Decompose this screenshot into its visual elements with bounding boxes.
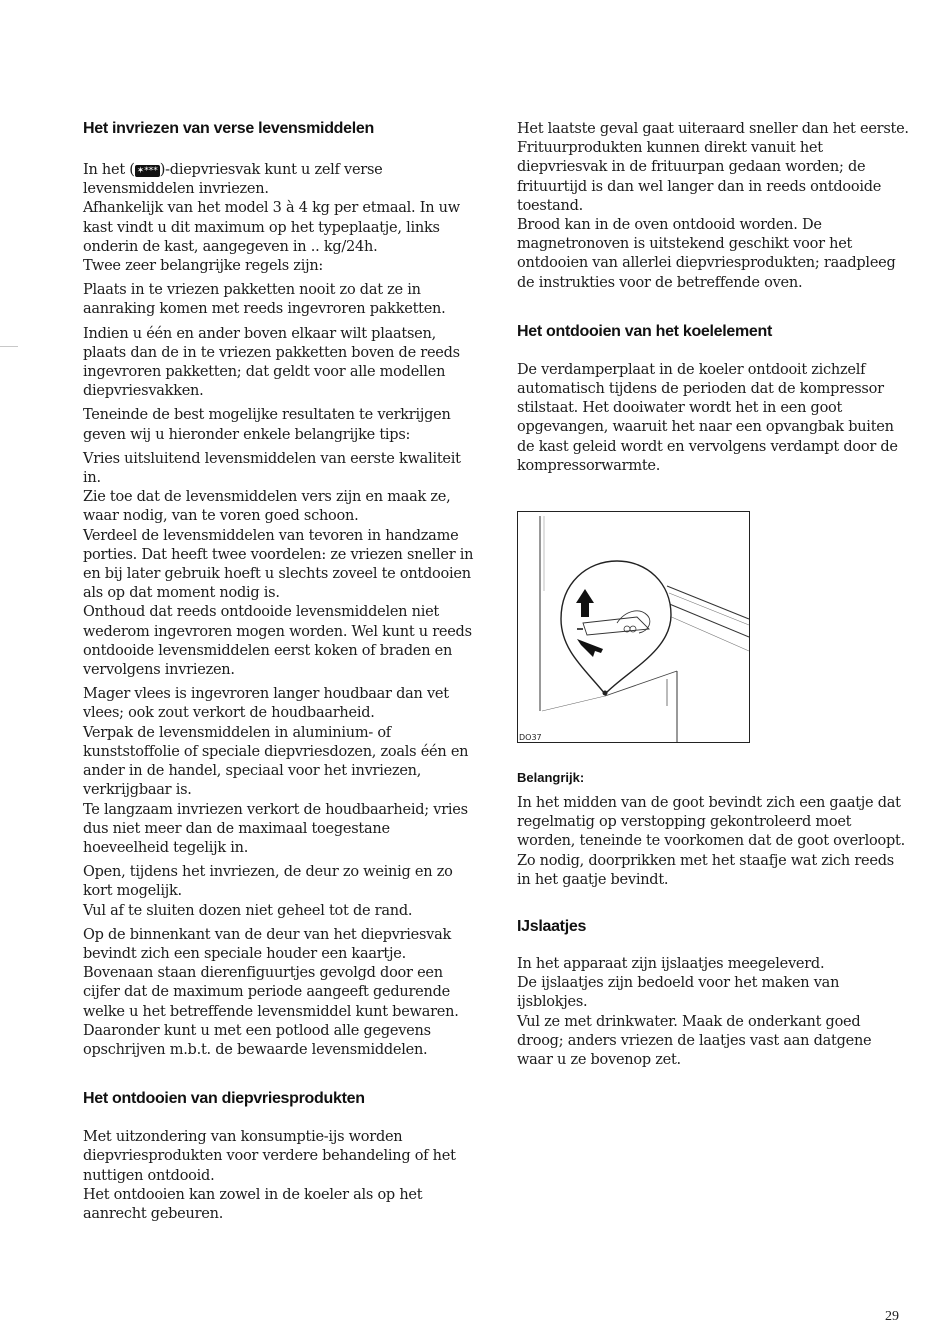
heading-thawing: Het ontdooien van diepvriesprodukten bbox=[83, 1090, 365, 1108]
drain-diagram-illustration bbox=[517, 511, 750, 743]
heading-cooling-defrost: Het ontdooien van het koelelement bbox=[517, 322, 773, 340]
paragraph-rule-1: Plaats in te vriezen pakketten nooit zo dat ze in aanraking komen met reeds ingevroren pakketten. bbox=[83, 282, 446, 318]
paragraph-tip-4: Onthoud dat reeds ontdooide levensmiddelen niet wederom ingevroren mogen worden. Wel kunt u reeds ontdooide levensmiddelen eerst koken of braden en vervolgens invriezen. bbox=[83, 604, 472, 679]
paragraph-card-holder: Op de binnenkant van de deur van het diepvriesvak bevindt zich een speciale houder een kaartje. Bovenaan staan dierenfiguurtjes gevolgd door een cijfer dat de maximum periode aangeeft gedurende welke u het betreffende levensmiddel kunt bewaren. Daaronder kunt u met een potlood alle gegevens opschrijven m.b.t. de bewaarde levensmiddelen. bbox=[83, 926, 459, 1058]
defrost-drain-diagram bbox=[517, 511, 750, 743]
paragraph-intro bbox=[83, 161, 475, 199]
heading-important: Belangrijk: bbox=[517, 770, 585, 785]
paragraph-fill: Vul af te sluiten dozen niet geheel tot de rand. bbox=[83, 902, 413, 919]
margin-mark bbox=[0, 346, 18, 347]
paragraph-door: Open, tijdens het invriezen, de deur zo weinig en zo kort mogelijk. bbox=[83, 864, 453, 900]
paragraph-tips-intro: Teneinde de best mogelijke resultaten te verkrijgen geven wij u hieronder enkele belangrijke tips: bbox=[83, 407, 451, 443]
paragraph-packaging: Verpak de levensmiddelen in aluminium- of kunststoffolie of speciale diepvriesdozen, zoals één en ander in de handel, speciaal voor het invriezen, verkrijgbaar is. bbox=[83, 724, 469, 799]
heading-ice-trays: IJslaatjes bbox=[517, 918, 587, 936]
intro-post: )-diepvriesvak kunt u zelf verse levensmiddelen invriezen. bbox=[83, 162, 383, 198]
right-column-top bbox=[517, 120, 909, 476]
intro-pre: In het ( bbox=[83, 162, 135, 178]
paragraph-tip-1: Vries uitsluitend levensmiddelen van eerste kwaliteit in. bbox=[83, 450, 461, 487]
paragraph-ice-2: De ijslaatjes zijn bedoeld voor het maken van ijsblokjes. bbox=[517, 975, 840, 1011]
four-star-freezer-icon: ✶*** bbox=[136, 166, 158, 176]
paragraph-meat: Mager vlees is ingevroren langer houdbaar dan vet vlees; ook zout verkort de houdbaarheid. bbox=[83, 686, 449, 722]
paragraph-ice-3: Vul ze met drinkwater. Maak de onderkant goed droog; anders vriezen de laatjes vast aan datgene waar u ze bovenop zet. bbox=[517, 1013, 872, 1069]
paragraph-faster: Het laatste geval gaat uiteraard sneller dan het eerste. bbox=[517, 121, 909, 137]
heading-freezing: Het invriezen van verse levensmiddelen bbox=[83, 120, 374, 137]
paragraph-important-1: In het midden van de goot bevindt zich een gaatje dat regelmatig op verstopping gekontroleerd moet worden, teneinde te voorkomen dat de goot overloopt. bbox=[517, 795, 905, 850]
paragraph-frying: Frituurprodukten kunnen direkt vanuit het diepvriesvak in de frituurpan gedaan worden; de frituurtijd is dan wel langer dan in reeds ontdooide toestand. bbox=[517, 140, 882, 214]
paragraph-tip-3: Verdeel de levensmiddelen van tevoren in handzame porties. Dat heeft twee voordelen: ze vriezen sneller in en bij later gebruik hoeft u slechts zoveel te ontdooien als op dat moment nodig is. bbox=[83, 527, 474, 602]
paragraph-cooling-defrost: De verdamperplaat in de koeler ontdooit zichzelf automatisch tijdens de perioden dat de kompressor stilstaat. Het dooiwater wordt het in een goot opgevangen, waaruit het naar een opvangbak buiten de kast geleid wordt en vervolgens verdampt door de kompressorwarmte. bbox=[517, 361, 898, 474]
paragraph-bread: Brood kan in de oven ontdooid worden. De magnetronoven is uitstekend geschikt voor het ontdooien van allerlei diepvriesprodukten; raadpleeg de instrukties voor de betreffende oven. bbox=[517, 217, 896, 291]
paragraph-capacity: Afhankelijk van het model 3 à 4 kg per etmaal. In uw kast vindt u dit maximum op het typeplaatje, links onderin de kast, aangegeven in .. kg/24h. bbox=[83, 200, 460, 255]
paragraph-ice-1: In het apparaat zijn ijslaatjes meegeleverd. bbox=[517, 956, 825, 973]
paragraph-thaw-1: Met uitzondering van konsumptie-ijs worden diepvriesprodukten voor verdere behandeling of het nuttigen ontdooid. bbox=[83, 1129, 456, 1184]
page-number: 29 bbox=[885, 1309, 899, 1324]
paragraph-thaw-2: Het ontdooien kan zowel in de koeler als op het aanrecht gebeuren. bbox=[83, 1186, 423, 1222]
paragraph-tip-2: Zie toe dat de levensmiddelen vers zijn en maak ze, waar nodig, van te voren goed schoon. bbox=[83, 489, 451, 525]
paragraph-rule-2: Indien u één en ander boven elkaar wilt plaatsen, plaats dan de in te vriezen pakketten boven de reeds ingevroren pakketten; dat geldt voor alle modellen diepvriesvakken. bbox=[83, 325, 460, 400]
paragraph-slow-freezing: Te langzaam invriezen verkort de houdbaarheid; vries dus niet meer dan de maximaal toegestane hoeveelheid tegelijk in. bbox=[83, 801, 468, 856]
right-column-bottom bbox=[517, 770, 909, 1070]
left-column bbox=[83, 120, 475, 1224]
figure-code: DO37 bbox=[519, 733, 542, 742]
paragraph-important-2: Zo nodig, doorprikken met het staafje wat zich reeds in het gaatje bevindt. bbox=[517, 852, 894, 888]
paragraph-rules: Twee zeer belangrijke regels zijn: bbox=[83, 258, 324, 275]
